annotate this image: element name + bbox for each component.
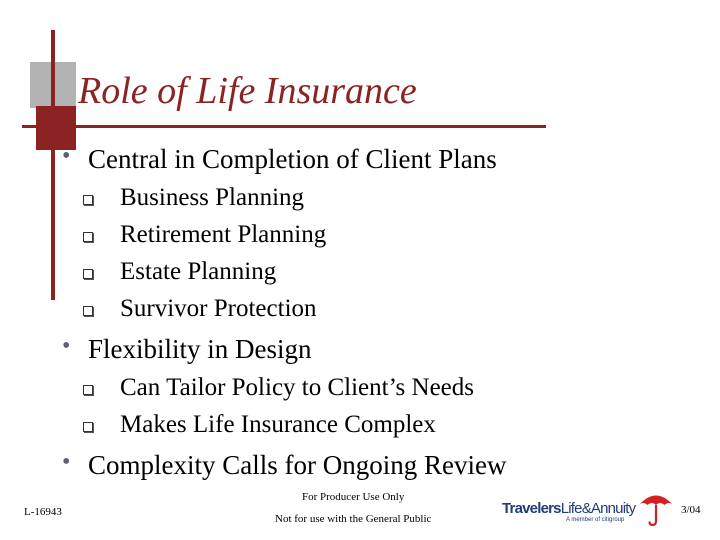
checkbox-bullet-icon: [83, 269, 93, 279]
slide-title: Role of Life Insurance: [78, 70, 417, 112]
footer-document-id: L-16943: [24, 506, 62, 518]
bullet-text: Flexibility in Design: [88, 334, 312, 364]
footer-disclaimer-line2: Not for use with the General Public: [275, 513, 432, 525]
footer-date: 3/04: [681, 504, 701, 516]
bullet-text: Complexity Calls for Ongoing Review: [88, 450, 507, 480]
title-underline: [22, 125, 546, 128]
checkbox-bullet-icon: [83, 306, 93, 316]
sub-bullet-text: Survivor Protection: [120, 295, 317, 322]
checkbox-bullet-icon: [83, 195, 93, 205]
sub-bullet-text: Can Tailor Policy to Client’s Needs: [120, 374, 475, 401]
bullet-text: Central in Completion of Client Plans: [88, 144, 497, 174]
checkbox-bullet-icon: [83, 232, 93, 242]
logo-tagline: A member of citigroup: [566, 517, 625, 523]
company-logo: [502, 490, 677, 530]
checkbox-bullet-icon: [83, 422, 93, 432]
sub-bullet-text: Retirement Planning: [120, 221, 327, 248]
bullet-dot-icon: •: [62, 143, 71, 169]
footer-disclaimer-line1: For Producer Use Only: [302, 491, 405, 503]
checkbox-bullet-icon: [83, 385, 93, 395]
umbrella-icon: [637, 490, 675, 528]
bullet-dot-icon: •: [62, 333, 71, 359]
logo-wordmark: TravelersLife&Annuity: [502, 500, 636, 517]
decorative-vertical-line: [51, 30, 55, 300]
sub-bullet-text: Estate Planning: [120, 258, 277, 285]
bullet-dot-icon: •: [62, 449, 71, 475]
sub-bullet-text: Makes Life Insurance Complex: [120, 411, 436, 438]
sub-bullet-text: Business Planning: [120, 184, 305, 211]
